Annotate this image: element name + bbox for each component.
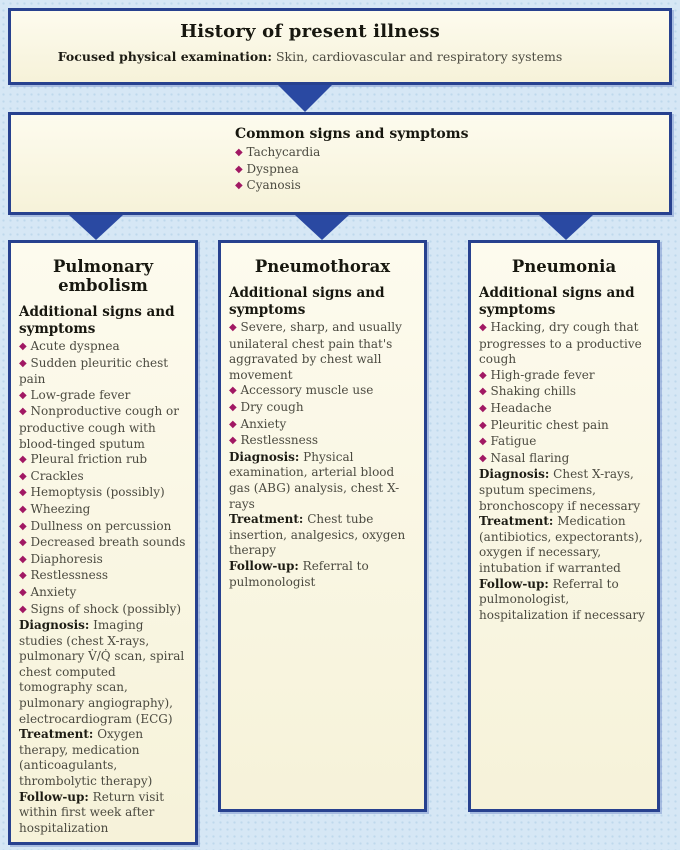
symptom-list bbox=[229, 320, 416, 450]
bullet-item: ◆ Accessory muscle use bbox=[229, 383, 374, 398]
detail-section: Follow-up: Referral to pulmonologist bbox=[229, 558, 369, 589]
section-label: Follow-up: bbox=[479, 576, 549, 591]
bullet-item: ◆ Low-grade fever bbox=[19, 387, 131, 402]
diamond-bullet-icon: ◆ bbox=[19, 553, 27, 565]
diamond-bullet-icon: ◆ bbox=[229, 322, 237, 333]
bullet-item: ◆ Severe, sharp, and usually unilateral chest pain that's aggravated by chest wall movement bbox=[229, 320, 402, 382]
focused-exam-line bbox=[21, 49, 599, 64]
diamond-bullet-icon: ◆ bbox=[19, 503, 27, 515]
bullet-item: ◆ Nonproductive cough or productive cough with blood-tinged sputum bbox=[19, 404, 179, 451]
diamond-bullet-icon: ◆ bbox=[479, 402, 487, 414]
section-label: Diagnosis: bbox=[229, 449, 300, 464]
additional-signs-heading: Additional signs and symptoms bbox=[19, 304, 175, 337]
diamond-bullet-icon: ◆ bbox=[19, 357, 27, 369]
history-of-present-illness-box bbox=[8, 8, 672, 85]
bullet-item: ◆ Wheezing bbox=[19, 501, 91, 516]
additional-signs-heading: Additional signs and symptoms bbox=[229, 285, 385, 318]
bullet-item: ◆ Hacking, dry cough that progresses to a productive cough bbox=[479, 320, 642, 367]
section-label: Treatment: bbox=[19, 727, 94, 742]
diamond-bullet-icon: ◆ bbox=[235, 180, 243, 192]
detail-section: Follow-up: Return visit within first week after hospitalization bbox=[19, 789, 165, 835]
diamond-bullet-icon: ◆ bbox=[19, 406, 27, 418]
bullet-item: ◆ Dyspnea bbox=[235, 161, 299, 176]
detail-section: Diagnosis: Imaging studies (chest X-rays, pulmonary V̇/Q̇ scan, spiral chest computed tomography scan, pulmonary angiography), electrocardiogram (ECG) bbox=[19, 618, 185, 726]
common-signs-box bbox=[8, 112, 672, 215]
diamond-bullet-icon: ◆ bbox=[19, 487, 27, 499]
bullet-item: ◆ High-grade fever bbox=[479, 367, 595, 382]
diamond-bullet-icon: ◆ bbox=[229, 401, 237, 413]
diamond-bullet-icon: ◆ bbox=[19, 389, 27, 401]
bullet-item: ◆ Diaphoresis bbox=[19, 551, 103, 566]
detail-section: Treatment: Medication (antibiotics, expectorants), oxygen if necessary, intubation if warranted bbox=[479, 514, 643, 575]
detail-sections bbox=[19, 618, 187, 836]
diamond-bullet-icon: ◆ bbox=[19, 470, 27, 482]
bullet-item: ◆ Fatigue bbox=[479, 434, 537, 449]
diamond-bullet-icon: ◆ bbox=[19, 603, 27, 615]
bullet-item: ◆ Shaking chills bbox=[479, 384, 577, 399]
detail-section: Treatment: Oxygen therapy, medication (anticoagulants, thrombolytic therapy) bbox=[19, 727, 153, 789]
pneumothorax-box bbox=[218, 240, 427, 812]
diamond-bullet-icon: ◆ bbox=[479, 369, 487, 381]
bullet-item: ◆ Nasal flaring bbox=[479, 450, 570, 465]
diamond-bullet-icon: ◆ bbox=[229, 418, 237, 430]
diamond-bullet-icon: ◆ bbox=[19, 341, 27, 352]
common-signs-list bbox=[235, 145, 468, 195]
down-arrow-icon bbox=[539, 215, 593, 240]
section-label: Follow-up: bbox=[229, 558, 299, 573]
bullet-item: ◆ Cyanosis bbox=[235, 178, 301, 193]
symptom-list bbox=[479, 320, 649, 467]
diamond-bullet-icon: ◆ bbox=[19, 454, 27, 466]
common-signs-heading: Common signs and symptoms bbox=[235, 126, 469, 142]
bullet-item: ◆ Pleuritic chest pain bbox=[479, 417, 609, 432]
detail-section: Diagnosis: Chest X-rays, sputum specimens, bronchoscopy if necessary bbox=[479, 467, 641, 513]
diamond-bullet-icon: ◆ bbox=[479, 386, 487, 398]
diamond-bullet-icon: ◆ bbox=[235, 163, 243, 175]
diamond-bullet-icon: ◆ bbox=[229, 385, 237, 397]
diamond-bullet-icon: ◆ bbox=[235, 147, 243, 158]
bullet-item: ◆ Restlessness bbox=[229, 433, 319, 448]
section-label: Follow-up: bbox=[19, 789, 89, 804]
diamond-bullet-icon: ◆ bbox=[479, 419, 487, 431]
column-title: Pulmonary embolism bbox=[52, 257, 154, 295]
bullet-item: ◆ Pleural friction rub bbox=[19, 452, 148, 467]
bullet-item: ◆ Headache bbox=[479, 400, 552, 415]
section-label: Treatment: bbox=[479, 514, 554, 529]
diamond-bullet-icon: ◆ bbox=[479, 436, 487, 448]
diamond-bullet-icon: ◆ bbox=[229, 435, 237, 447]
diamond-bullet-icon: ◆ bbox=[19, 520, 27, 532]
diamond-bullet-icon: ◆ bbox=[19, 586, 27, 598]
bullet-item: ◆ Dullness on percussion bbox=[19, 518, 172, 533]
detail-section: Follow-up: Referral to pulmonologist, hospitalization if necessary bbox=[479, 576, 645, 622]
detail-section: Diagnosis: Physical examination, arterial blood gas (ABG) analysis, chest X-rays bbox=[229, 449, 400, 511]
column-title: Pneumothorax bbox=[254, 257, 391, 276]
pneumonia-box bbox=[468, 240, 660, 812]
bullet-item: ◆ Restlessness bbox=[19, 568, 109, 583]
additional-signs-heading: Additional signs and symptoms bbox=[479, 285, 635, 318]
diamond-bullet-icon: ◆ bbox=[19, 537, 27, 549]
diamond-bullet-icon: ◆ bbox=[479, 452, 487, 464]
symptom-list bbox=[19, 339, 187, 618]
section-label: Treatment: bbox=[229, 512, 304, 527]
down-arrow-icon bbox=[295, 215, 349, 240]
page-title: History of present illness bbox=[180, 21, 440, 42]
detail-sections bbox=[479, 467, 649, 623]
bullet-item: ◆ Dry cough bbox=[229, 399, 304, 414]
down-arrow-icon bbox=[69, 215, 123, 240]
down-arrow-icon bbox=[278, 85, 332, 112]
pulmonary-embolism-box bbox=[8, 240, 198, 845]
bullet-item: ◆ Hemoptysis (possibly) bbox=[19, 485, 165, 500]
focused-exam-label: Focused physical examination: bbox=[57, 49, 272, 64]
bullet-item: ◆ Acute dyspnea bbox=[19, 339, 120, 353]
diamond-bullet-icon: ◆ bbox=[479, 322, 487, 333]
bullet-item: ◆ Tachycardia bbox=[235, 145, 321, 159]
bullet-item: ◆ Anxiety bbox=[19, 584, 77, 599]
bullet-item: ◆ Sudden pleuritic chest pain bbox=[19, 355, 169, 387]
focused-exam-text: Skin, cardiovascular and respiratory systems bbox=[275, 49, 563, 64]
bullet-item: ◆ Anxiety bbox=[229, 416, 287, 431]
bullet-item: ◆ Signs of shock (possibly) bbox=[19, 601, 182, 616]
section-label: Diagnosis: bbox=[19, 618, 90, 633]
section-label: Diagnosis: bbox=[479, 467, 550, 482]
bullet-item: ◆ Crackles bbox=[19, 468, 84, 483]
detail-sections bbox=[229, 450, 416, 590]
bullet-item: ◆ Decreased breath sounds bbox=[19, 535, 186, 550]
detail-section: Treatment: Chest tube insertion, analgesics, oxygen therapy bbox=[229, 512, 406, 558]
diamond-bullet-icon: ◆ bbox=[19, 570, 27, 582]
column-title: Pneumonia bbox=[511, 257, 617, 276]
